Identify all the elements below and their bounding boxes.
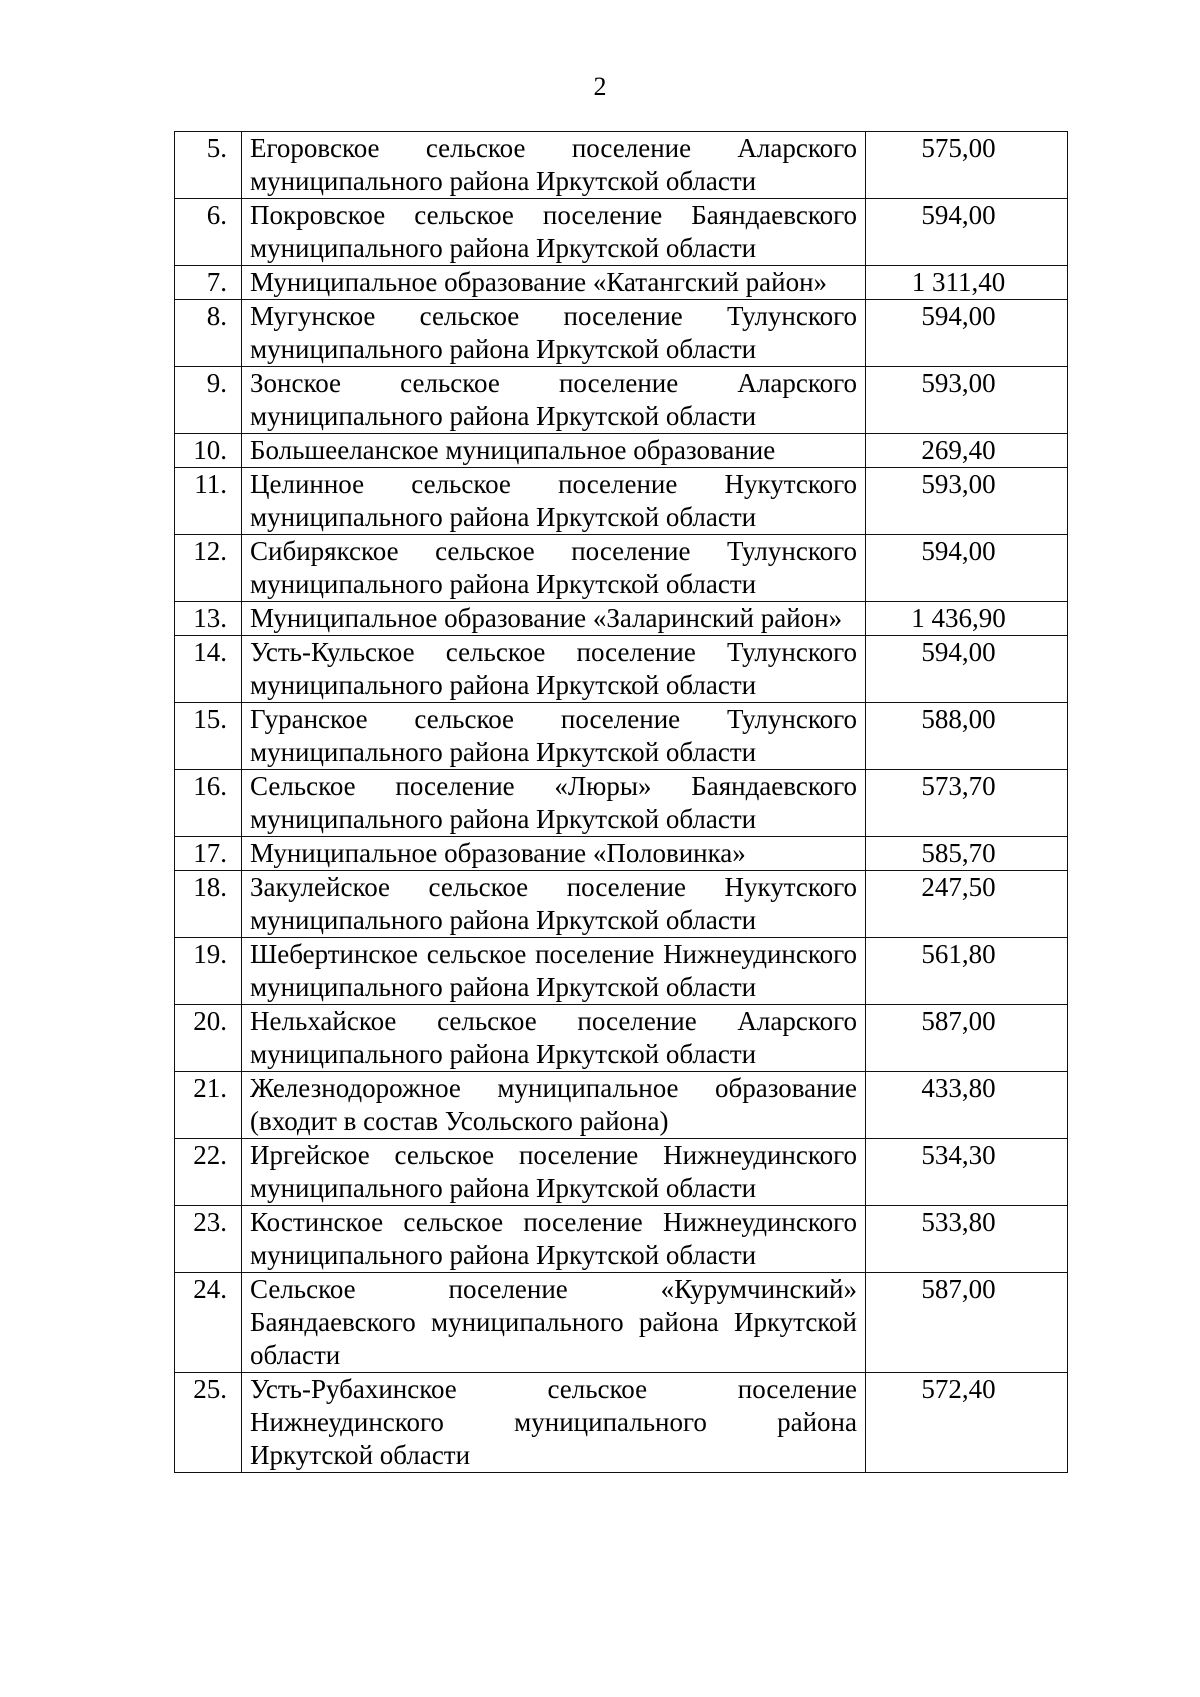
settlement-name: Гуранское сельское поселение Тулунского муниципального района Иркутской области (242, 703, 866, 770)
row-number: 21. (175, 1072, 242, 1139)
amount-value: 572,40 (866, 1373, 1068, 1473)
settlement-name: Нельхайское сельское поселение Аларского муниципального района Иркутской области (242, 1005, 866, 1072)
row-number: 7. (175, 266, 242, 300)
row-number: 11. (175, 468, 242, 535)
amount-value: 573,70 (866, 770, 1068, 837)
table-row (175, 132, 1068, 199)
settlement-name: Муниципальное образование «Половинка» (242, 837, 866, 871)
amount-value: 269,40 (866, 434, 1068, 468)
settlement-name: Муниципальное образование «Заларинский район» (242, 602, 866, 636)
row-number: 23. (175, 1206, 242, 1273)
settlement-name: Муниципальное образование «Катангский район» (242, 266, 866, 300)
settlement-name: Сельское поселение «Курумчинский» Баяндаевского муниципального района Иркутской области (242, 1273, 866, 1373)
settlement-name: Большееланское муниципальное образование (242, 434, 866, 468)
table-row (175, 266, 1068, 300)
amount-value: 433,80 (866, 1072, 1068, 1139)
amount-value: 585,70 (866, 837, 1068, 871)
table-row (175, 1139, 1068, 1206)
amount-value: 247,50 (866, 871, 1068, 938)
row-number: 16. (175, 770, 242, 837)
row-number: 22. (175, 1139, 242, 1206)
amount-value: 1 311,40 (866, 266, 1068, 300)
settlement-name: Шебертинское сельское поселение Нижнеудинского муниципального района Иркутской области (242, 938, 866, 1005)
amount-value: 594,00 (866, 199, 1068, 266)
row-number: 10. (175, 434, 242, 468)
amount-value: 575,00 (866, 132, 1068, 199)
amount-value: 594,00 (866, 636, 1068, 703)
row-number: 14. (175, 636, 242, 703)
row-number: 12. (175, 535, 242, 602)
amount-value: 533,80 (866, 1206, 1068, 1273)
amount-value: 594,00 (866, 300, 1068, 367)
row-number: 6. (175, 199, 242, 266)
table-row (175, 1206, 1068, 1273)
row-number: 24. (175, 1273, 242, 1373)
table-row (175, 1373, 1068, 1473)
settlement-name: Егоровское сельское поселение Аларского муниципального района Иркутской области (242, 132, 866, 199)
table-row (175, 938, 1068, 1005)
table-row (175, 1273, 1068, 1373)
amount-value: 587,00 (866, 1273, 1068, 1373)
settlement-name: Зонское сельское поселение Аларского муниципального района Иркутской области (242, 367, 866, 434)
row-number: 20. (175, 1005, 242, 1072)
row-number: 15. (175, 703, 242, 770)
table-row (175, 434, 1068, 468)
table-row (175, 535, 1068, 602)
settlement-name: Усть-Кульское сельское поселение Тулунского муниципального района Иркутской области (242, 636, 866, 703)
table-row (175, 468, 1068, 535)
row-number: 9. (175, 367, 242, 434)
table-row (175, 199, 1068, 266)
amount-value: 561,80 (866, 938, 1068, 1005)
row-number: 19. (175, 938, 242, 1005)
amount-value: 588,00 (866, 703, 1068, 770)
amount-value: 587,00 (866, 1005, 1068, 1072)
page-number: 2 (593, 72, 607, 101)
settlement-name: Мугунское сельское поселение Тулунского муниципального района Иркутской области (242, 300, 866, 367)
settlement-name: Усть-Рубахинское сельское поселение Нижнеудинского муниципального района Иркутской области (242, 1373, 866, 1473)
table-row (175, 871, 1068, 938)
row-number: 5. (175, 132, 242, 199)
table-row (175, 1005, 1068, 1072)
table-row (175, 703, 1068, 770)
table-row (175, 300, 1068, 367)
table-row (175, 367, 1068, 434)
table-row (175, 770, 1068, 837)
row-number: 18. (175, 871, 242, 938)
row-number: 17. (175, 837, 242, 871)
table-row (175, 602, 1068, 636)
settlement-name: Иргейское сельское поселение Нижнеудинского муниципального района Иркутской области (242, 1139, 866, 1206)
amount-value: 594,00 (866, 535, 1068, 602)
amount-value: 534,30 (866, 1139, 1068, 1206)
table-row (175, 636, 1068, 703)
amount-value: 593,00 (866, 367, 1068, 434)
row-number: 8. (175, 300, 242, 367)
settlement-name: Покровское сельское поселение Баяндаевского муниципального района Иркутской области (242, 199, 866, 266)
table-row (175, 1072, 1068, 1139)
settlement-name: Сибирякское сельское поселение Тулунского муниципального района Иркутской области (242, 535, 866, 602)
settlement-name: Закулейское сельское поселение Нукутского муниципального района Иркутской области (242, 871, 866, 938)
row-number: 13. (175, 602, 242, 636)
settlement-name: Костинское сельское поселение Нижнеудинского муниципального района Иркутской области (242, 1206, 866, 1273)
settlement-name: Железнодорожное муниципальное образование (входит в состав Усольского района) (242, 1072, 866, 1139)
amount-value: 1 436,90 (866, 602, 1068, 636)
row-number: 25. (175, 1373, 242, 1473)
settlement-name: Сельское поселение «Люры» Баяндаевского муниципального района Иркутской области (242, 770, 866, 837)
table-row (175, 837, 1068, 871)
allocation-table (174, 131, 1068, 1473)
amount-value: 593,00 (866, 468, 1068, 535)
settlement-name: Целинное сельское поселение Нукутского муниципального района Иркутской области (242, 468, 866, 535)
